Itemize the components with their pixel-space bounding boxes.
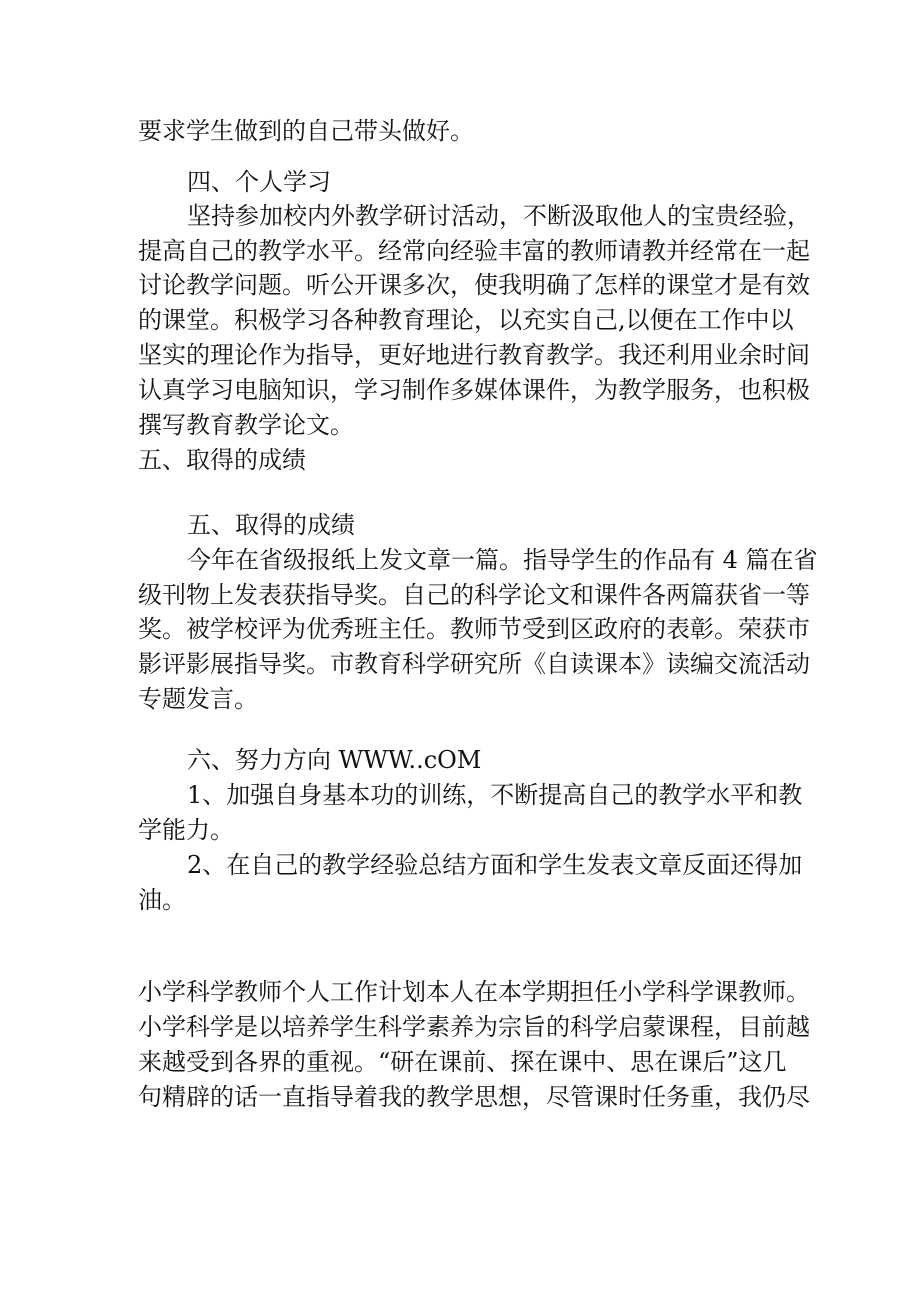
- paragraph-line: 认真学习电脑知识，学习制作多媒体课件，为教学服务，也积极: [138, 376, 810, 404]
- paragraph-line: 奖。被学校评为优秀班主任。教师节受到区政府的表彰。荣获市: [138, 615, 810, 643]
- section-heading-achievements: 五、取得的成绩: [187, 511, 355, 539]
- paragraph-line: 级刊物上发表获指导奖。自己的科学论文和课件各两篇获省一等: [138, 581, 810, 609]
- paragraph-line: 来越受到各界的重视。“研在课前、探在课中、思在课后”这几: [138, 1048, 787, 1076]
- paragraph-line: 坚持参加校内外教学研讨活动，不断汲取他人的宝贵经验，: [187, 202, 811, 230]
- paragraph-line: 讨论教学问题。听公开课多次，使我明确了怎样的课堂才是有效: [138, 271, 810, 299]
- section-heading-direction: 六、努力方向 WWW..cOM: [187, 746, 482, 774]
- paragraph-line: 学能力。: [138, 816, 234, 844]
- paragraph-line: 专题发言。: [138, 685, 258, 713]
- paragraph-line: 五、取得的成绩: [138, 446, 306, 474]
- paragraph-line: 影评影展指导奖。市教育科学研究所《自读课本》读编交流活动: [138, 650, 810, 678]
- paragraph-line: 撰写教育教学论文。: [138, 411, 354, 439]
- paragraph-line: 提高自己的教学水平。经常向经验丰富的教师请教并经常在一起: [138, 237, 810, 265]
- paragraph-line: 的课堂。积极学习各种教育理论，以充实自己,以便在工作中以: [138, 306, 794, 334]
- paragraph-line: 今年在省级报纸上发文章一篇。指导学生的作品有 4 篇在省: [187, 546, 818, 574]
- paragraph-line: 坚实的理论作为指导，更好地进行教育教学。我还利用业余时间: [138, 341, 810, 369]
- paragraph-line: 句精辟的话一直指导着我的教学思想，尽管课时任务重，我仍尽: [138, 1083, 810, 1111]
- paragraph-line: 1、加强自身基本功的训练，不断提高自己的教学水平和教: [187, 781, 803, 809]
- paragraph-line: 小学科学教师个人工作计划本人在本学期担任小学科学课教师。: [138, 978, 810, 1006]
- paragraph-line: 要求学生做到的自己带头做好。: [138, 117, 474, 145]
- paragraph-line: 小学科学是以培养学生科学素养为宗旨的科学启蒙课程，目前越: [138, 1013, 810, 1041]
- paragraph-line: 2、在自己的教学经验总结方面和学生发表文章反面还得加: [187, 851, 803, 879]
- section-heading-personal-study: 四、个人学习: [187, 168, 331, 196]
- paragraph-line: 油。: [138, 886, 186, 914]
